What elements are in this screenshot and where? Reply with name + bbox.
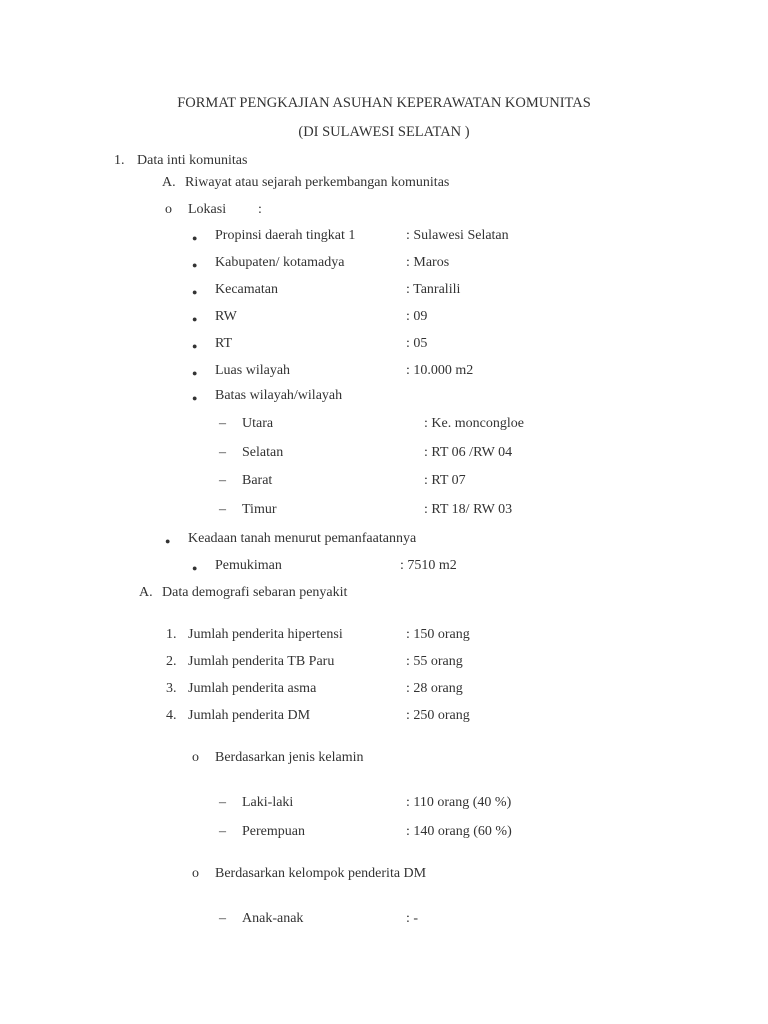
item-label: Kabupaten/ kotamadya <box>215 255 345 270</box>
subsection-heading: Data demografi sebaran penyakit <box>162 585 348 600</box>
item-label: Kecamatan <box>215 282 278 297</box>
bullet-icon: ● <box>192 563 198 573</box>
circle-marker: o <box>192 750 199 765</box>
item-number: 3. <box>166 681 177 696</box>
lokasi-label: Lokasi <box>188 202 227 217</box>
item-label: RW <box>215 309 237 324</box>
jenis-kelamin-heading: Berdasarkan jenis kelamin <box>215 750 364 765</box>
item-value: : 250 orang <box>406 708 470 723</box>
bullet-icon: ● <box>192 341 198 351</box>
item-label: Jumlah penderita asma <box>188 681 317 696</box>
dash-marker: – <box>219 795 226 810</box>
item-label: Jumlah penderita DM <box>188 708 311 723</box>
page-subtitle: (DI SULAWESI SELATAN ) <box>298 124 470 140</box>
item-value: : Sulawesi Selatan <box>406 228 509 243</box>
item-number: 1. <box>166 627 177 642</box>
item-value: : 05 <box>406 336 428 351</box>
circle-marker: o <box>192 866 199 881</box>
item-label: Jumlah penderita TB Paru <box>188 654 335 669</box>
subsection-heading: Riwayat atau sejarah perkembangan komunitas <box>185 175 450 190</box>
item-value: : 55 orang <box>406 654 463 669</box>
item-value: : 150 orang <box>406 627 470 642</box>
item-label: Batas wilayah/wilayah <box>215 388 343 403</box>
item-label: Laki-laki <box>242 795 294 810</box>
item-label: RT <box>215 336 233 351</box>
section-number: 1. <box>114 153 125 168</box>
subsection-marker: A. <box>162 175 176 190</box>
item-label: Luas wilayah <box>215 363 291 378</box>
kelompok-heading: Berdasarkan kelompok penderita DM <box>215 866 427 881</box>
dash-marker: – <box>219 911 226 926</box>
item-label: Pemukiman <box>215 558 282 573</box>
item-label: Selatan <box>242 445 284 460</box>
page-title: FORMAT PENGKAJIAN ASUHAN KEPERAWATAN KOMUNITAS <box>177 95 591 111</box>
dash-marker: – <box>219 824 226 839</box>
circle-marker: o <box>165 202 172 217</box>
item-number: 2. <box>166 654 177 669</box>
item-label: Perempuan <box>242 824 305 839</box>
item-value: : 110 orang (40 %) <box>406 795 512 810</box>
dash-marker: – <box>219 473 226 488</box>
bullet-icon: ● <box>192 368 198 378</box>
item-value: : RT 18/ RW 03 <box>424 502 513 517</box>
bullet-icon: ● <box>192 393 198 403</box>
bullet-icon: ● <box>192 314 198 324</box>
item-label: Timur <box>242 502 277 517</box>
item-value: : 140 orang (60 %) <box>406 824 512 839</box>
item-label: Jumlah penderita hipertensi <box>188 627 343 642</box>
item-value: : RT 07 <box>424 473 466 488</box>
dash-marker: – <box>219 445 226 460</box>
item-value: : RT 06 /RW 04 <box>424 445 513 460</box>
bullet-icon: ● <box>192 233 198 243</box>
bullet-icon: ● <box>165 536 171 546</box>
section-heading: Data inti komunitas <box>137 153 248 168</box>
item-value: : 28 orang <box>406 681 463 696</box>
item-value: : Maros <box>406 255 450 270</box>
item-label: Utara <box>242 416 274 431</box>
dash-marker: – <box>219 416 226 431</box>
item-number: 4. <box>166 708 177 723</box>
lokasi-colon: : <box>258 202 262 217</box>
item-label: Barat <box>242 473 273 488</box>
item-label: Propinsi daerah tingkat 1 <box>215 228 356 243</box>
item-value: : 09 <box>406 309 428 324</box>
keadaan-heading: Keadaan tanah menurut pemanfaatannya <box>188 531 417 546</box>
item-value: : - <box>406 911 419 926</box>
subsection-marker: A. <box>139 585 153 600</box>
item-value: : 7510 m2 <box>400 558 457 573</box>
item-label: Anak-anak <box>242 911 304 926</box>
bullet-icon: ● <box>192 260 198 270</box>
dash-marker: – <box>219 502 226 517</box>
item-value: : 10.000 m2 <box>406 363 474 378</box>
item-value: : Tanralili <box>406 282 461 297</box>
bullet-icon: ● <box>192 287 198 297</box>
item-value: : Ke. moncongloe <box>424 416 524 431</box>
